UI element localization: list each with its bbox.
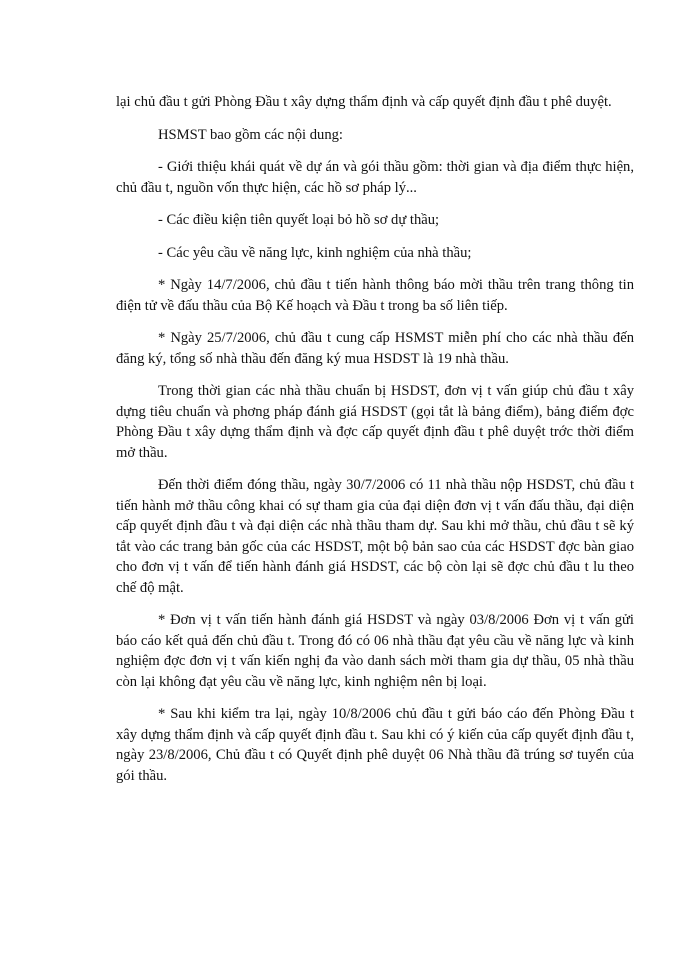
paragraph-bid-closing: Đến thời điểm đóng thầu, ngày 30/7/2006 có 11 nhà thầu nộp HSDST, chủ đầu t tiến hành mở thầu công khai có sự tham gia của đại diện đơn vị t vấn đấu thầu, đại diện cấp quyết định đầu t và đại diện các nhà thầu tham dự. Sau khi mở thầu, chủ đầu t sẽ ký tắt vào các trang bản gốc của các HSDST, một bộ bản sao của các HSDST đợc bàn giao cho đơn vị t vấn để tiến hành đánh giá HSDST, các bộ còn lại sẽ đợc chủ đầu t lu theo chế độ mật.	[116, 477, 634, 596]
document-body	[116, 92, 634, 786]
paragraph-hsmst-heading: HSMST bao gồm các nội dung:	[158, 126, 343, 143]
paragraph-bullet-conditions: - Các điều kiện tiên quyết loại bỏ hồ sơ dự thầu;	[158, 212, 440, 228]
paragraph-evaluation-criteria: Trong thời gian các nhà thầu chuẩn bị HSDST, đơn vị t vấn giúp chủ đầu t xây dựng tiêu chuẩn và phơng pháp đánh giá HSDST (gọi tắt là bảng điểm), bảng điểm đợc Phòng Đầu t xây dựng thẩm định và đợc cấp quyết định đầu t phê duyệt trớc thời điểm mở thầu.	[116, 383, 634, 461]
paragraph-final-approval: * Sau khi kiểm tra lại, ngày 10/8/2006 chủ đầu t gửi báo cáo đến Phòng Đầu t xây dựng thẩm định và cấp quyết định đầu t. Sau khi có ý kiến của cấp quyết định đầu t, ngày 23/8/2006, Chủ đầu t có Quyết định phê duyệt 06 Nhà thầu đã trúng sơ tuyển của gói thầu.	[116, 706, 634, 784]
paragraph-continuation: lại chủ đầu t gửi Phòng Đầu t xây dựng thẩm định và cấp quyết định đầu t phê duyệt.	[116, 94, 612, 110]
paragraph-announcement-date: * Ngày 14/7/2006, chủ đầu t tiến hành thông báo mời thầu trên trang thông tin điện tử về đấu thầu của Bộ Kế hoạch và Đầu t trong ba số liên tiếp.	[116, 277, 634, 314]
paragraph-registration-date: * Ngày 25/7/2006, chủ đầu t cung cấp HSMST miễn phí cho các nhà thầu đến đăng ký, tổng số nhà thầu đến đăng ký mua HSDST là 19 nhà thầu.	[116, 330, 634, 367]
paragraph-bullet-introduction: - Giới thiệu khái quát về dự án và gói thầu gồm: thời gian và địa điểm thực hiện, chủ đầu t, nguồn vốn thực hiện, các hồ sơ pháp lý...	[116, 159, 634, 196]
paragraph-bullet-requirements: - Các yêu cầu về năng lực, kinh nghiệm của nhà thầu;	[158, 244, 472, 261]
paragraph-evaluation-report: * Đơn vị t vấn tiến hành đánh giá HSDST và ngày 03/8/2006 Đơn vị t vấn gửi báo cáo kết quả đến chủ đầu t. Trong đó có 06 nhà thầu đạt yêu cầu về năng lực và kinh nghiệm đợc đơn vị t vấn kiến nghị đa vào danh sách mời tham gia dự thầu, 05 nhà thầu còn lại không đạt yêu cầu về năng lực, kinh nghiệm nên bị loại.	[116, 612, 634, 690]
